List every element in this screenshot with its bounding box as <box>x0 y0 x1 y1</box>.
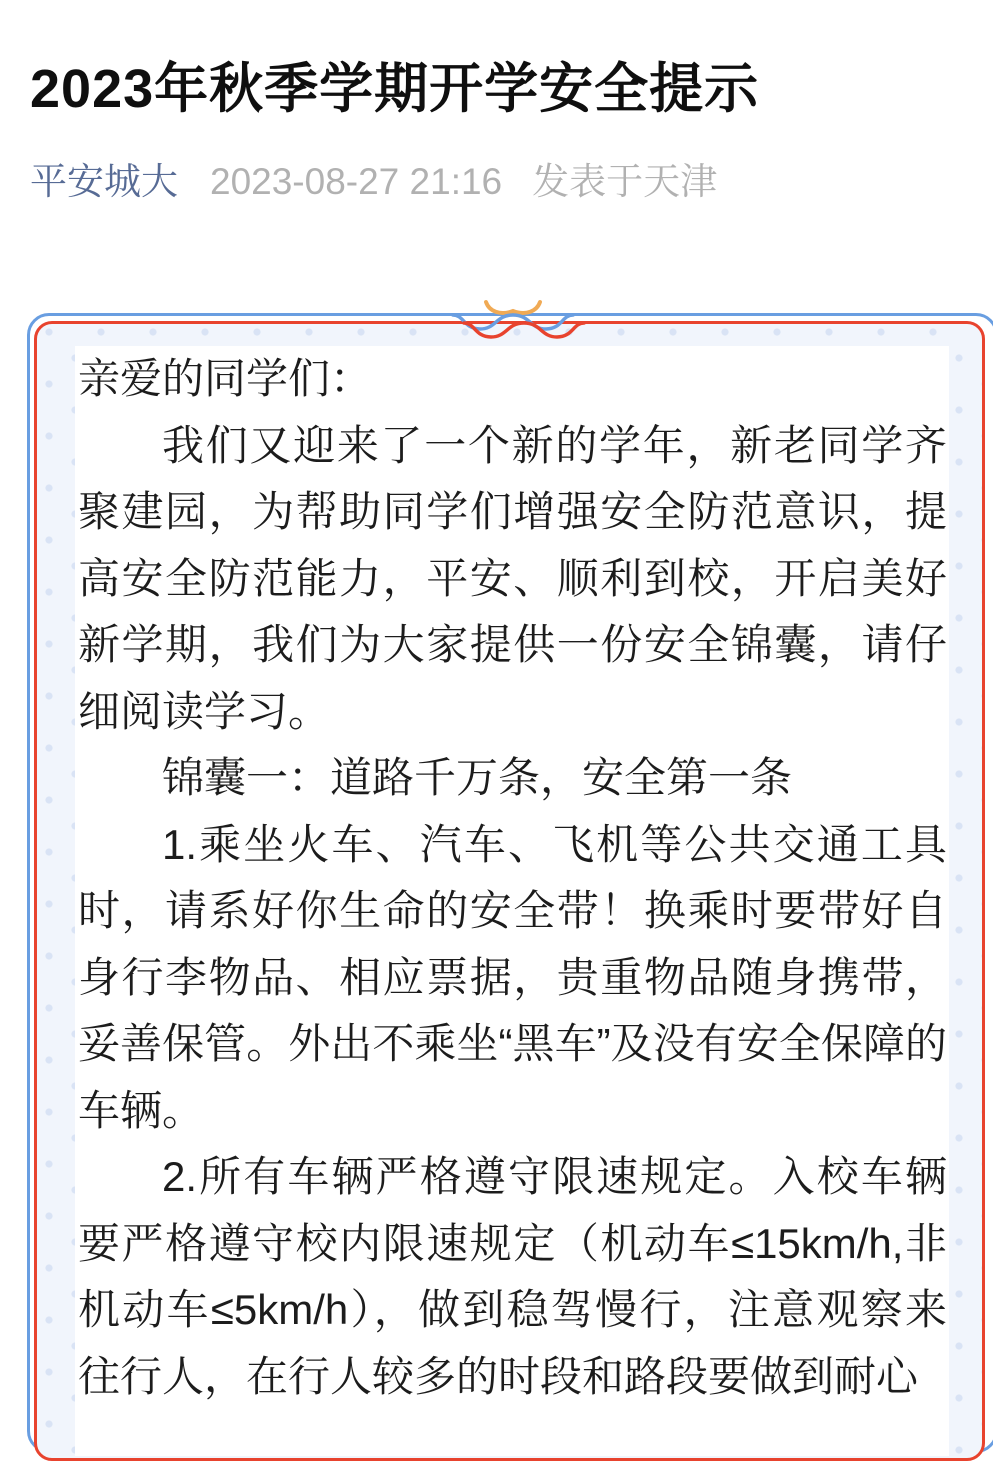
article-content <box>75 346 949 1456</box>
article-paragraph: 亲爱的同学们： <box>78 355 373 403</box>
page-title: 2023年秋季学期开学安全提示 <box>30 59 760 119</box>
article-paragraph: 2.所有车辆严格遵守限速规定。入校车辆要严格遵守校内限速规定（机动车≤15km/h,非机动车≤5km/h），做到稳驾慢行，注意观察来往行人，在行人较多的时段和路段要做到耐心 <box>78 1153 947 1400</box>
byline <box>30 159 963 205</box>
article-paragraph: 锦囊一：道路千万条，安全第一条 <box>162 754 793 802</box>
article-card <box>27 313 993 1453</box>
author-link[interactable]: 平安城大 <box>30 161 178 203</box>
publish-time: 2023-08-27 21:16 <box>210 161 503 203</box>
publish-location: 发表于天津 <box>532 161 718 203</box>
article-paragraph: 我们又迎来了一个新的学年，新老同学齐聚建园，为帮助同学们增强安全防范意识，提高安全防范能力，平安、顺利到校，开启美好新学期，我们为大家提供一份安全锦囊，请仔细阅读学习。 <box>78 421 947 735</box>
article-paragraph: 1.乘坐火车、汽车、飞机等公共交通工具时，请系好你生命的安全带！换乘时要带好自身行李物品、相应票据，贵重物品随身携带，妥善保管。外出不乘坐“黑车”及没有安全保障的车辆。 <box>78 820 947 1134</box>
